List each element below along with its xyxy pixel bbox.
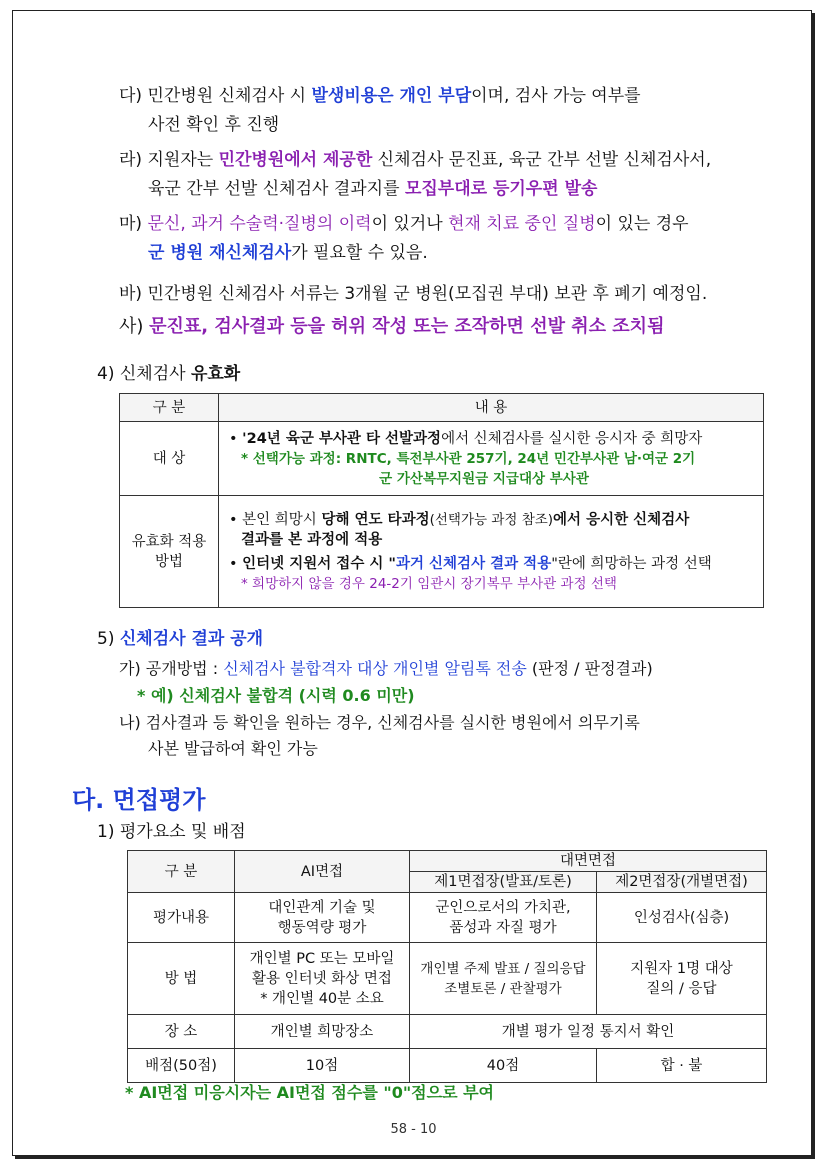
interview-table (127, 850, 767, 1083)
room1-method: 개인별 주제 발표 / 질의응답 조별토론 / 관찰평가 (410, 943, 597, 1015)
face-place: 개별 평가 일정 통지서 확인 (410, 1015, 767, 1049)
room2-method: 지원자 1명 대상 질의 / 응답 (597, 943, 767, 1015)
list-item (119, 282, 707, 306)
list-item-text: 육군 간부 선발 신체검사 결과지를 (148, 179, 405, 199)
list-item-text: 사전 확인 후 진행 (148, 115, 280, 135)
list-item (119, 212, 689, 236)
list-item-text: 발생비용은 개인 부담 (311, 86, 472, 106)
list-item-marker: 바) (119, 284, 148, 304)
list-item-text: 현재 치료 중인 질병 (448, 214, 596, 234)
validation-table (119, 393, 764, 608)
list-item-text: 이며, 검사 가능 여부를 (471, 86, 641, 106)
list-item-marker: 사) (119, 316, 150, 337)
row-label-target: 대 상 (120, 422, 219, 496)
list-item-marker: 마) (119, 214, 148, 234)
col-header-face: 대면면접 (410, 851, 767, 872)
list-item-text: 이 있거나 (371, 214, 449, 234)
list-item-text: 군 병원 재신체검사 (148, 243, 292, 263)
list-item-marker: 다) (119, 86, 148, 106)
row-label-content: 평가내용 (128, 893, 235, 943)
room2-score: 합 · 불 (597, 1049, 767, 1083)
ai-content: 대인관계 기술 및 행동역량 평가 (235, 893, 410, 943)
list-item (119, 315, 664, 339)
disclosure-example: * 예) 신체검사 불합격 (시력 0.6 미만) (137, 686, 415, 705)
col-header-content: 내 용 (219, 394, 764, 422)
interview-section-title: 다. 면접평가 (72, 786, 206, 814)
list-item-text: 민간병원 신체검사 서류는 3개월 군 병원(모집권 부대) 보관 후 폐기 예정임. (147, 284, 708, 304)
section-5-heading: 5) 신체검사 결과 공개 (97, 629, 264, 649)
list-item (119, 84, 641, 108)
ai-place: 개인별 희망장소 (235, 1015, 410, 1049)
ai-absence-note: * AI면접 미응시자는 AI면접 점수를 "0"점으로 부여 (125, 1083, 495, 1102)
list-item-continuation (148, 177, 597, 201)
disclosure-record-request: 나) 검사결과 등 확인을 원하는 경우, 신체검사를 실시한 병원에서 의무기록 (119, 713, 640, 732)
disclosure-record-request-cont: 사본 발급하여 확인 가능 (148, 739, 318, 758)
col-header-room1: 제1면접장(발표/토론) (410, 872, 597, 893)
list-item-continuation (148, 241, 428, 265)
row-label-method: 유효화 적용 방법 (120, 496, 219, 608)
col-header-category: 구 분 (128, 851, 235, 893)
col-header-room2: 제2면접장(개별면접) (597, 872, 767, 893)
room2-content: 인성검사(심층) (597, 893, 767, 943)
row-label-method: 방 법 (128, 943, 235, 1015)
room1-score: 40점 (410, 1049, 597, 1083)
ai-score: 10점 (235, 1049, 410, 1083)
section-4-heading: 4) 신체검사 유효화 (97, 364, 241, 384)
target-content: • '24년 육군 부사관 타 선발과정에서 신체검사를 실시한 응시자 중 희망자 * 선택가능 과정: RNTC, 특전부사관 257기, 24년 민간부사관 남·여군 2기 군 가산복무지원금 지급대상 부사관 (219, 422, 764, 496)
list-item-text: 모집부대로 등기우편 발송 (404, 179, 598, 199)
row-label-score: 배점(50점) (128, 1049, 235, 1083)
col-header-ai: AI면접 (235, 851, 410, 893)
list-item-text: 문신, 과거 수술력·질병의 이력 (147, 214, 372, 234)
room1-content: 군인으로서의 가치관, 품성과 자질 평가 (410, 893, 597, 943)
list-item-text: 이 있는 경우 (595, 214, 689, 234)
list-item-text: 지원자는 (147, 150, 219, 170)
evaluation-heading: 1) 평가요소 및 배점 (97, 822, 246, 842)
list-item-text: 신체검사 문진표, 육군 간부 선발 신체검사서, (372, 150, 712, 170)
list-item-continuation (148, 113, 279, 137)
list-item-text: 민간병원 신체검사 시 (147, 86, 312, 106)
page-number: 58 - 10 (390, 1122, 437, 1137)
list-item-marker: 라) (119, 150, 148, 170)
list-item-text: 민간병원에서 제공한 (218, 150, 373, 170)
col-header-category: 구 분 (120, 394, 219, 422)
method-content: • 본인 희망시 당해 연도 타과정(선택가능 과정 참조)에서 응시한 신체검사 결과를 본 과정에 적용 • 인터넷 지원서 접수 시 "과거 신체검사 결과 적용"란에 희망하는 과정 선택 * 희망하지 않을 경우 24-2기 임관시 장기복무 부사관 과정 선택 (219, 496, 764, 608)
disclosure-method: 가) 공개방법 : 신체검사 불합격자 대상 개인별 알림톡 전송 (판정 / 판정결과) (119, 659, 653, 678)
list-item (119, 148, 711, 172)
list-item-text: 가 필요할 수 있음. (291, 243, 428, 263)
row-label-place: 장 소 (128, 1015, 235, 1049)
ai-method: 개인별 PC 또는 모바일 활용 인터넷 화상 면접 * 개인별 40분 소요 (235, 943, 410, 1015)
list-item-text: 문진표, 검사결과 등을 허위 작성 또는 조작하면 선발 취소 조치됨 (149, 316, 665, 337)
